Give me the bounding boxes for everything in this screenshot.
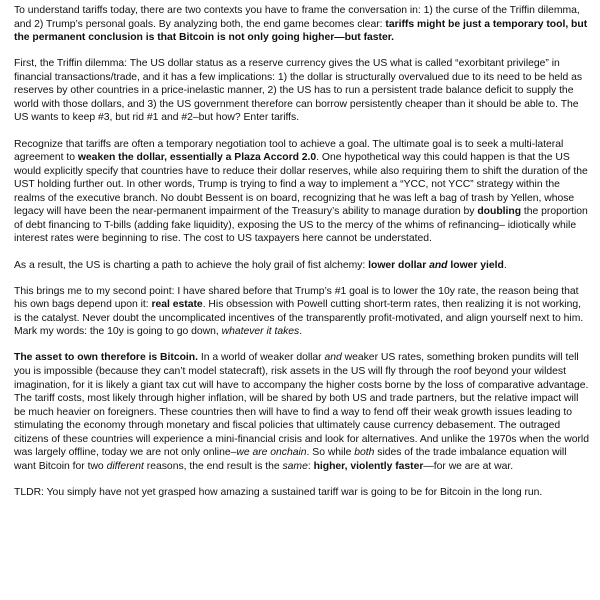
text-run: higher, violently faster xyxy=(313,460,424,472)
text-run: weaker US rates, something broken pundits will tell you is impossible (because they can’t model statecraft), risk assets in the US will fly through the roof beyond your wildest imagination, for it is likely a giant tax cut will have to accompany the higher costs borne by the loss of comparative advantage. The tariff costs, most likely through higher inflation, will be shared by both US and trade partners, but the relative impact will be much heavier on foreigners. These countries then will have to find a way to fend off their weak growth issues leading to stimulating the economy through monetary and fiscal policies that ultimately cause currency debasement. The outraged citizens of these countries will experience a mini-financial crisis and look for alternatives. And unlike the 1970s when the world was largely offline, today we are not only online– xyxy=(14,352,589,459)
text-run: sides of the trade imbalance equation will want Bitcoin for two xyxy=(14,447,567,472)
text-run: . xyxy=(503,259,507,271)
text-run: weaken the dollar, essentially a Plaza Accord 2.0 xyxy=(77,152,317,164)
text-run: This brings me to my second point: I have shared before that Trump’s #1 goal is to lower the 10y rate, the reason being that his own bags depend upon it: xyxy=(14,285,579,311)
text-run: lower dollar xyxy=(368,259,430,271)
text-run: real estate xyxy=(151,299,203,311)
text-run: same xyxy=(282,460,308,472)
text-run: The asset to own therefore is Bitcoin. xyxy=(14,352,198,364)
paragraph-tldr xyxy=(14,486,590,500)
paragraph-triffin-dilemma xyxy=(14,57,590,125)
text-run: we are onchain xyxy=(236,447,307,459)
paragraph-plaza-accord xyxy=(14,138,590,246)
paragraph-bitcoin-asset xyxy=(14,351,590,473)
text-run: . One hypothetical way this could happen is that the US would explicitly specify that countries have to reduce their dollar reserves, while also requiring them to shift the duration of the UST holding further out. In other words, Trump is trying to find a way to implement a “YCC, not YCC” strategy within the realms of the executive branch. No doubt Bessent is on board, recognizing that he was left a bag of trash by Yellen, whose legacy will have been the near-permanent impairment of the Treasury’s ability to manage duration by xyxy=(14,152,588,218)
paragraph-intro xyxy=(14,4,590,45)
text-run: lower yield xyxy=(447,259,504,271)
text-run: . xyxy=(299,326,303,338)
text-run: First, the Triffin dilemma: The US dollar status as a reserve currency gives the US what is called “exorbitant privilege” in financial transactions/trade, and it has a few implications: 1) the dollar is structurally overvalued due to its need to be held as reserves by other countries in a price-inelastic manner, 2) the US has to run a persistent trade balance deficit to supply the world with those dollars, and 3) the US government therefore can borrow persistently cheaper than it should be able to. The US wants to keep #3, but rid #1 and #2–but how? Enter tariffs. xyxy=(14,58,583,124)
text-run: both xyxy=(354,447,375,459)
paragraph-holy-grail xyxy=(14,259,590,273)
text-run: reasons, the end result is the xyxy=(143,460,283,472)
text-run: tariffs might be just a temporary tool, but the permanent conclusion is that Bitcoin is not only going higher—but faster. xyxy=(14,18,588,44)
text-run: . His obsession with Powell cutting short-term rates, then realizing it is not working, is the catalyst. Never doubt the uncomplicated incentives of the transparently profit-motivated, and align yourself next to him. Mark my words: the 10y is going to go down, xyxy=(14,299,584,338)
paragraph-second-point xyxy=(14,285,590,339)
text-run: and xyxy=(429,259,448,271)
text-run: In a world of weaker dollar xyxy=(198,352,325,364)
text-run: As a result, the US is charting a path to achieve the holy grail of fist alchemy: xyxy=(14,259,369,271)
text-run: To understand tariffs today, there are two contexts you have to frame the conversation in: 1) the curse of the Triffin dilemma, and 2) Trump’s personal goals. By analyzing both, the end game becomes clear: xyxy=(14,5,580,30)
text-run: Recognize that tariffs are often a temporary negotiation tool to achieve a goal. The ultimate goal is to seek a multi-lateral agreement to xyxy=(14,138,564,164)
text-run: whatever it takes xyxy=(221,326,300,338)
text-run: the proportion of debt financing to T-bills (adding fake liquidity), exposing the US to the mercy of the whims of refinancing– idiotically while interest rates were beginning to rise. The cost to US taxpayers here cannot be understated. xyxy=(14,206,588,245)
text-run: : xyxy=(307,460,314,472)
text-run: different xyxy=(106,460,144,472)
text-run: . So while xyxy=(306,447,355,459)
text-run: and xyxy=(324,352,342,364)
text-run: doubling xyxy=(477,206,522,218)
text-run: TLDR: You simply have not yet grasped how amazing a sustained tariff war is going to be for Bitcoin in the long run. xyxy=(14,486,543,498)
text-run: —for we are at war. xyxy=(423,460,514,472)
